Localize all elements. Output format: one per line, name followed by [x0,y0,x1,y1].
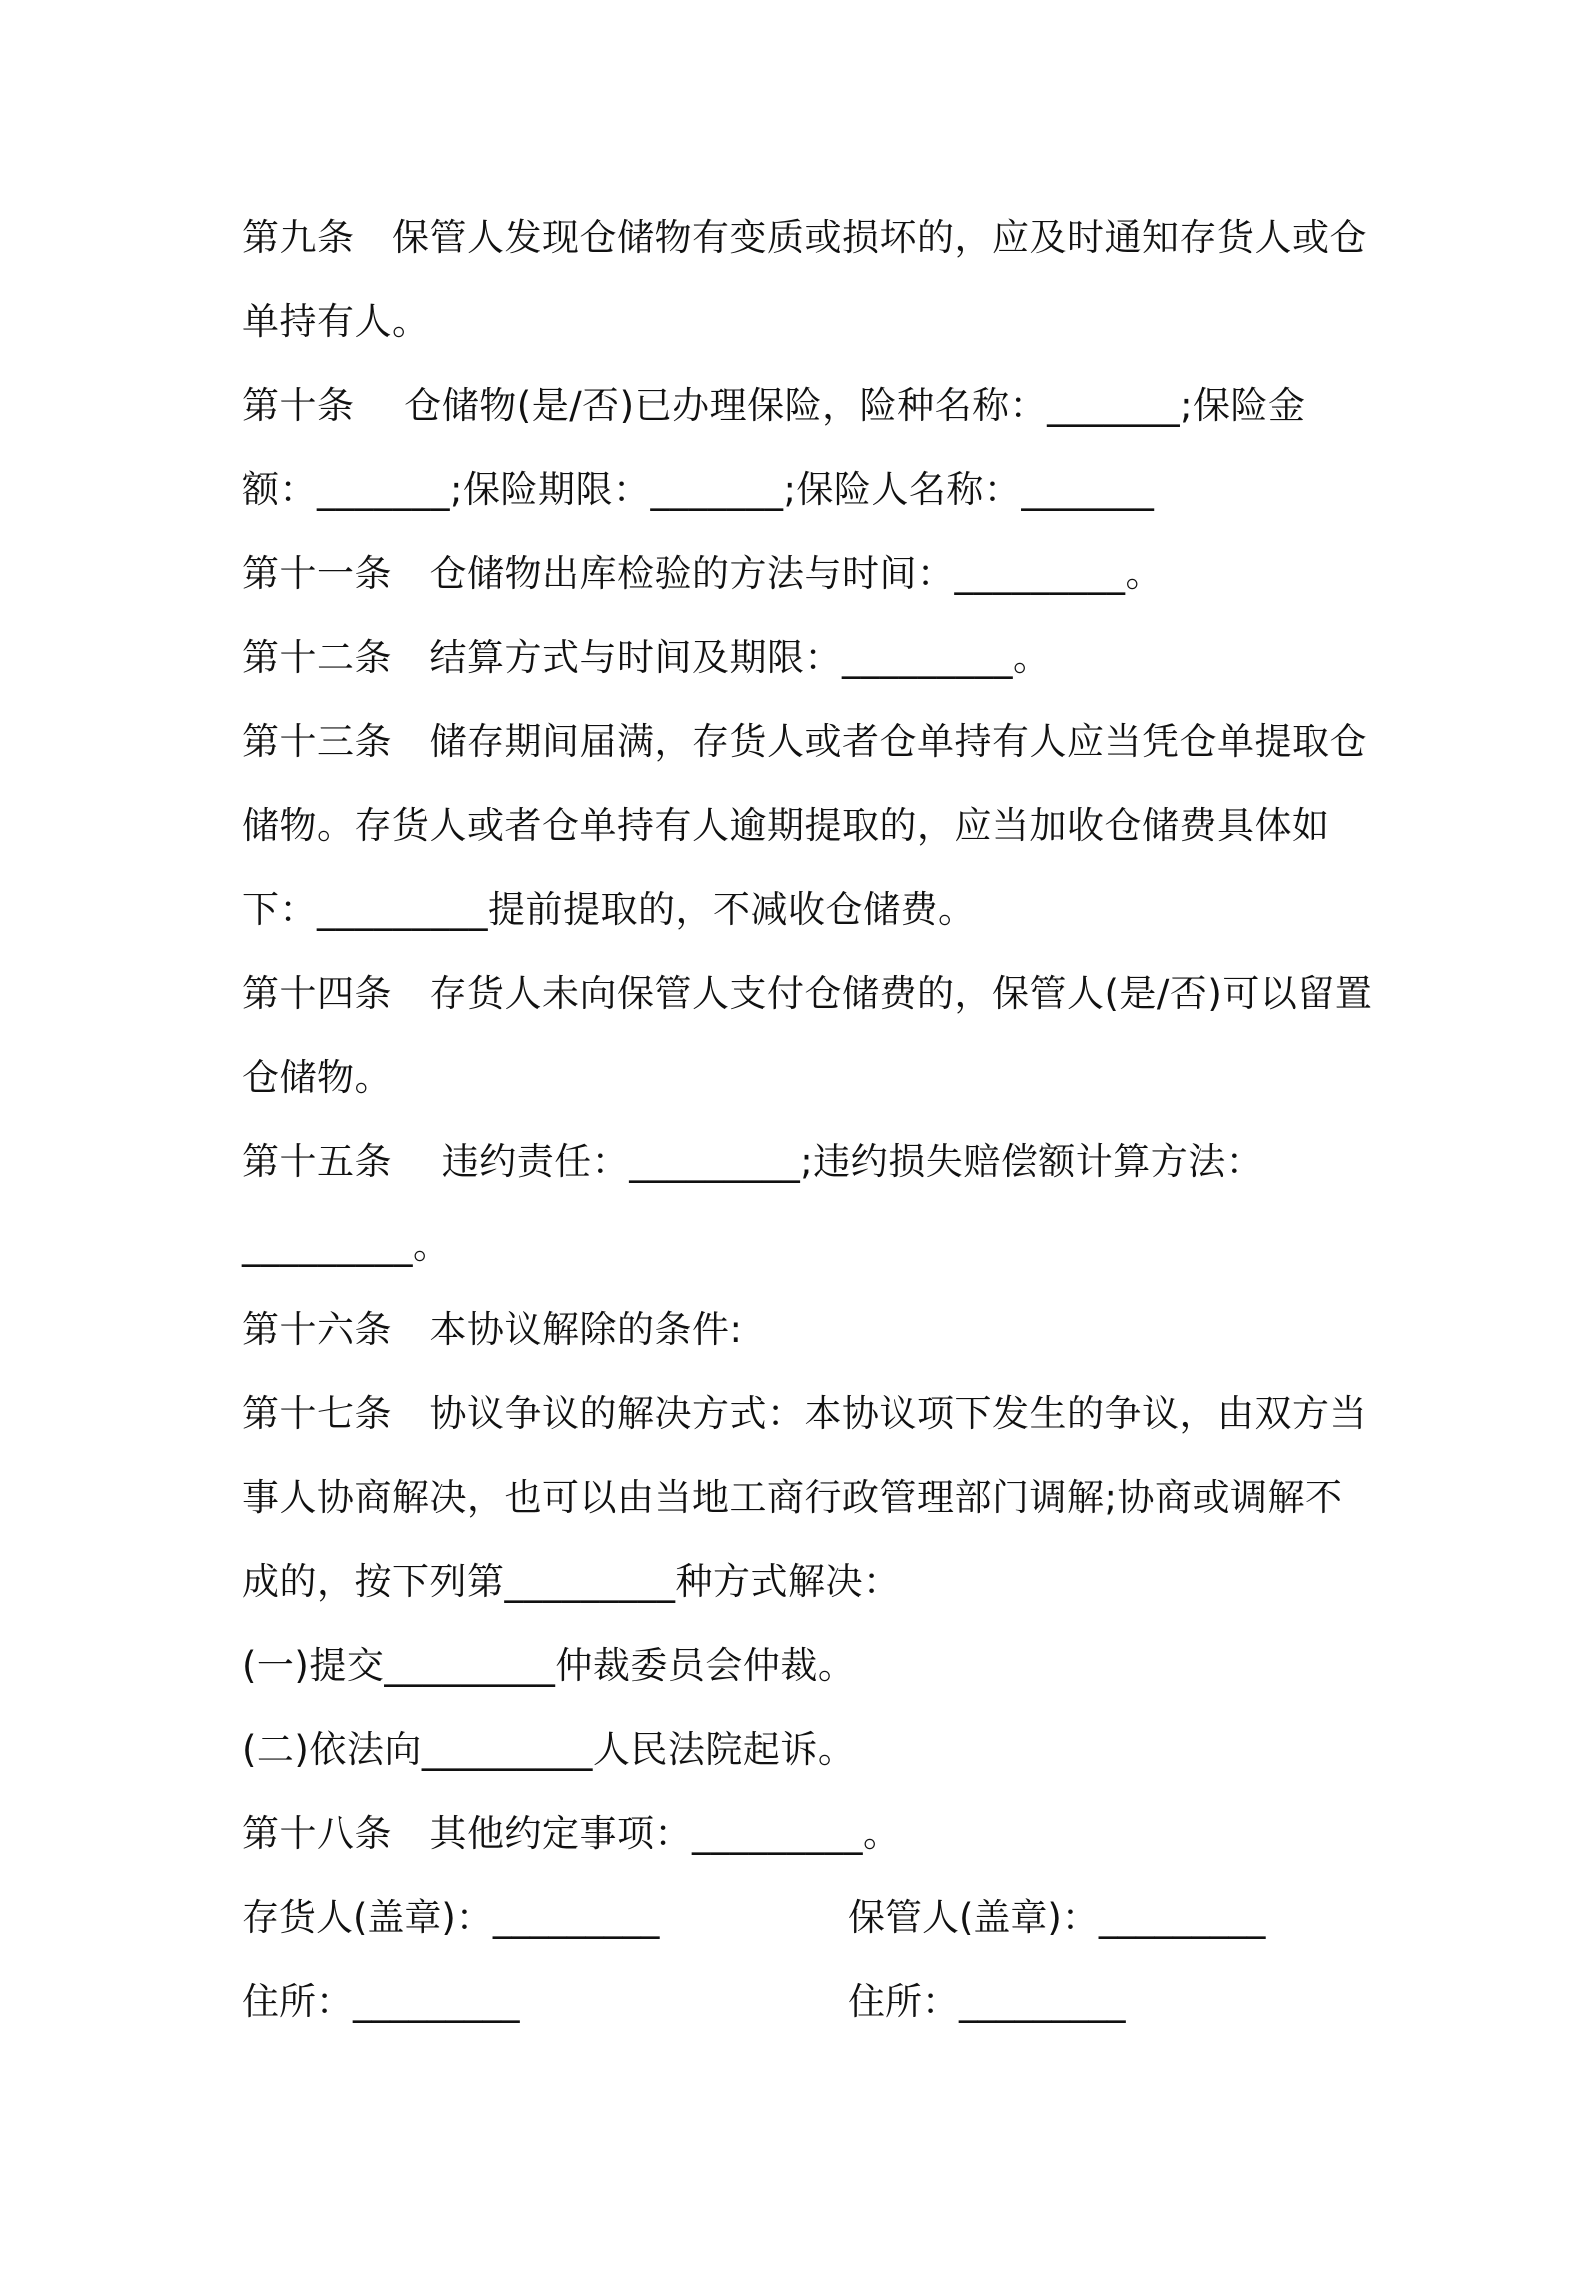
custodian-seal-field: 保管人(盖章)：_________ [848,1896,1266,1939]
custodian-address-field: 住所：_________ [848,1980,1126,2023]
clause-18: 第十八条 其他约定事项：_________。 [242,1812,901,1855]
clause-13-line-1: 第十三条 储存期间届满，存货人或者仓单持有人应当凭仓单提取仓 [242,720,1367,763]
clause-11: 第十一条 仓储物出库检验的方法与时间：_________。 [242,552,1163,595]
clause-14-line-2: 仓储物。 [242,1056,392,1099]
depositor-address-field: 住所：_________ [242,1980,520,2023]
clause-9-line-2: 单持有人。 [242,300,430,343]
depositor-seal-field: 存货人(盖章)：_________ [242,1896,660,1939]
clause-9-line-1: 第九条 保管人发现仓储物有变质或损坏的，应及时通知存货人或仓 [242,216,1367,259]
clause-17-line-1: 第十七条 协议争议的解决方式：本协议项下发生的争议，由双方当 [242,1392,1367,1435]
address-row [242,1960,1362,2044]
clause-12: 第十二条 结算方式与时间及期限：_________。 [242,636,1051,679]
clause-10-line-2: 额：_______;保险期限：_______;保险人名称：_______ [242,468,1155,511]
clause-14-line-1: 第十四条 存货人未向保管人支付仓储费的，保管人(是/否)可以留置 [242,972,1373,1015]
clause-15-line-1: 第十五条 违约责任：_________;违约损失赔偿额计算方法： [242,1140,1264,1183]
clause-17-line-2: 事人协商解决，也可以由当地工商行政管理部门调解;协商或调解不 [242,1476,1343,1519]
clause-16: 第十六条 本协议解除的条件: [242,1308,743,1351]
clause-17-line-3: 成的，按下列第_________种方式解决： [242,1560,901,1603]
clause-17-option-2: (二)依法向_________人民法院起诉。 [242,1728,856,1771]
clause-13-line-3: 下：_________提前提取的，不减收仓储费。 [242,888,976,931]
clause-15-line-2: _________。 [242,1224,451,1267]
contract-page [242,196,1373,2044]
seal-row [242,1876,1362,1960]
clause-17-option-1: (一)提交_________仲裁委员会仲裁。 [242,1644,856,1687]
clause-10-line-1: 第十条 仓储物(是/否)已办理保险，险种名称：_______;保险金 [242,384,1306,427]
clause-13-line-2: 储物。存货人或者仓单持有人逾期提取的，应当加收仓储费具体如 [242,804,1330,847]
